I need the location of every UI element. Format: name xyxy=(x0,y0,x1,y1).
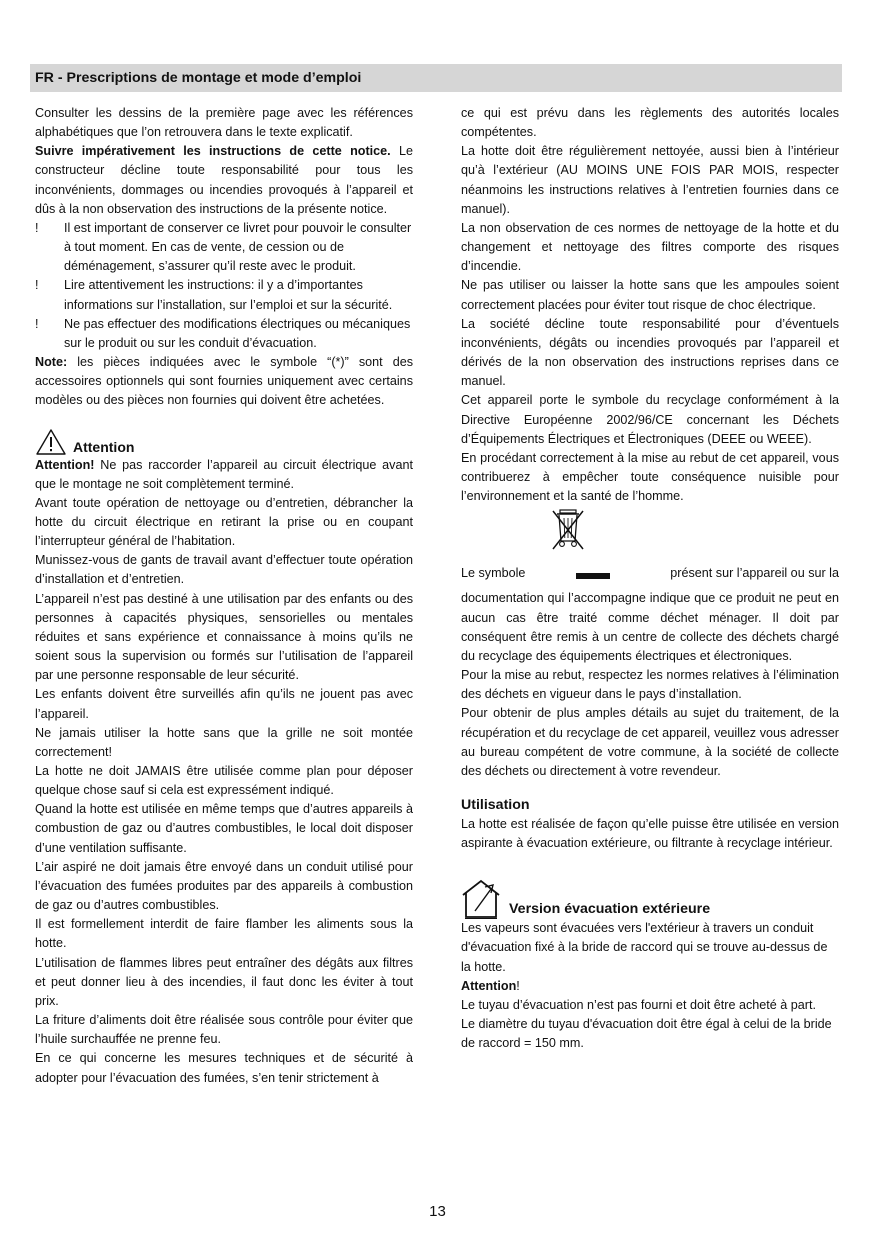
safety-paragraph: Ne pas utiliser ou laisser la hotte sans que les ampoules soient correctement placées pour éviter tout risque de choc électrique. xyxy=(461,278,839,312)
bullet-text: Ne pas effectuer des modifications électriques ou mécaniques sur le produit ou sur les conduit d’évacuation. xyxy=(64,316,411,350)
responsibility-text: Le constructeur décline toute responsabilité pour tous les inconvénients, dommages ou incendies provoqués à l’appareil et dûs à la non observation des instructions de la présente notice. xyxy=(35,144,414,216)
warning-triangle-icon xyxy=(35,428,67,456)
symbol-line xyxy=(461,564,839,589)
version-attention-label: Attention xyxy=(461,978,517,993)
safety-paragraph: La hotte doit être régulièrement nettoyée, aussi bien à l’intérieur qu’à l’extérieur (AU MOINS UNE FOIS PAR MOIS, respecter néanmoins les instructions relatives à l’entretien fournies dans ce manuel). xyxy=(461,144,839,216)
crossed-bin-icon xyxy=(548,508,588,554)
version-paragraph: Les vapeurs sont évacuées vers l'extérieur à travers un conduit d'évacuation fixé à la bride de raccord qui se trouve au-dessus de la hotte. xyxy=(461,921,828,974)
page-number: 13 xyxy=(429,1203,446,1220)
recycling-paragraph: Pour la mise au rebut, respectez les normes relatives à l’élimination des déchets en vigueur dans le pays d’installation. xyxy=(461,668,839,702)
symbol-suffix: présent sur l’appareil ou sur la xyxy=(670,566,839,581)
left-column xyxy=(35,104,413,1088)
exclamation-mark: ! xyxy=(35,316,39,331)
safety-paragraph: La friture d’aliments doit être réalisée sous contrôle pour éviter que l’huile surchauffée ne prenne feu. xyxy=(35,1013,413,1047)
bullet-text: Lire attentivement les instructions: il y a d’importantes informations sur l’installation, sur l’emploi et sur la sécurité. xyxy=(64,278,393,312)
bullet-item xyxy=(35,315,413,353)
symbol-prefix: Le symbole xyxy=(461,566,526,581)
exclamation-mark: ! xyxy=(35,220,39,235)
right-column xyxy=(461,104,839,1053)
responsibility-lead: Suivre impérativement les instructions de cette notice. xyxy=(35,144,391,159)
symbol-bar-slot xyxy=(568,564,628,589)
note-paragraph xyxy=(35,353,413,410)
safety-paragraph: Avant toute opération de nettoyage ou d’entretien, débrancher la hotte du circuit électrique en retirant la prise ou en coupant l’interrupteur général de l’habitation. xyxy=(35,495,413,549)
note-text: les pièces indiquées avec le symbole “(*)” sont des accessoires optionnels qui sont fournies uniquement avec certains modèles ou des pièces non fournies qui doivent être achetées. xyxy=(35,355,413,408)
black-bar-icon xyxy=(568,564,628,583)
intro-paragraph: Consulter les dessins de la première page avec les références alphabétiques que l’on retrouvera dans le texte explicatif. xyxy=(35,106,413,140)
safety-paragraph: L’appareil n’est pas destiné à une utilisation par des enfants ou des personnes à capacités physiques, sensorielles ou mentales réduites et sans expérience et connaissance à moins qu’ils ne soient sous la supervision ou formés sur l’utilisation de l’appareil par une personne responsable de leur sécurité. xyxy=(35,591,413,683)
exclamation-mark: ! xyxy=(35,278,39,293)
version-title: Version évacuation extérieure xyxy=(509,901,711,918)
safety-paragraph: Quand la hotte est utilisée en même temps que d’autres appareils à combustion de gaz ou d’autres combustibles, le local doit disposer d’une ventilation suffisante. xyxy=(35,802,413,855)
safety-paragraph: L’utilisation de flammes libres peut entraîner des dégâts aux filtres et peut donner lieu à des incendies, il faut donc les éviter à tout prix. xyxy=(35,955,413,1008)
weee-row xyxy=(461,506,839,564)
attention-title: Attention xyxy=(73,438,135,455)
recycling-paragraph: En procédant correctement à la mise au rebut de cet appareil, vous contribuerez à empêcher toute conséquence nuisible pour l’environnement et la santé de l’homme. xyxy=(461,450,839,504)
section-header: FR - Prescriptions de montage et mode d’emploi xyxy=(30,64,842,92)
safety-paragraph: Ne jamais utiliser la hotte sans que la grille ne soit montée correctement! xyxy=(35,725,413,759)
version-paragraph: Le diamètre du tuyau d'évacuation doit être égal à celui de la bride de raccord = 150 mm. xyxy=(461,1017,832,1051)
recycling-paragraph: Pour obtenir de plus amples détails au sujet du traitement, de la récupération et du recyclage de cet appareil, veuillez vous adresser au bureau compétent de votre commune, à la société de collecte des déchets ou directement à votre revendeur. xyxy=(461,706,839,778)
recycling-paragraph: documentation qui l’accompagne indique que ce produit ne peut en aucun cas être traité comme déchet ménager. Il doit par conséquent être remis à un centre de collecte des déchets chargé du recyclage des équipements électriques et électroniques. xyxy=(461,591,839,663)
bullet-item xyxy=(35,276,413,314)
safety-paragraph: En ce qui concerne les mesures techniques et de sécurité à adopter pour l’évacuation des fumées, s’en tenir strictement à xyxy=(35,1051,413,1085)
recycling-paragraph: Cet appareil porte le symbole du recyclage conformément à la Directive Européenne 2002/96/CE concernant les Déchets d’Équipements Électriques et Électroniques (DEEE ou WEEE). xyxy=(461,393,839,446)
safety-paragraph: La société décline toute responsabilité pour d’éventuels inconvénients, dégâts ou incendies provoqués par l’appareil et dérivés de la non observation des instructions reprises dans ce manuel. xyxy=(461,316,839,389)
version-attention-rest: ! xyxy=(516,978,520,993)
attention-paragraph xyxy=(35,456,413,494)
safety-paragraph: La hotte ne doit JAMAIS être utilisée comme plan pour déposer quelque chose sauf si cela est expressément indiqué. xyxy=(35,764,413,798)
house-exhaust-icon xyxy=(461,877,501,919)
attention-text: Ne pas raccorder l’appareil au circuit électrique avant que le montage ne soit complètement terminé. xyxy=(35,457,413,491)
safety-paragraph: Les enfants doivent être surveillés afin qu’ils ne jouent pas avec l’appareil. xyxy=(35,687,413,721)
utilisation-title: Utilisation xyxy=(461,797,530,813)
note-label: Note: xyxy=(35,355,68,370)
safety-paragraph: Il est formellement interdit de faire flamber les aliments sous la hotte. xyxy=(35,917,413,951)
version-attention xyxy=(461,977,839,996)
version-heading xyxy=(461,875,839,919)
version-paragraph: Le tuyau d’évacuation n’est pas fourni et doit être acheté à part. xyxy=(461,997,816,1012)
safety-paragraph: L’air aspiré ne doit jamais être envoyé dans un conduit utilisé pour l’évacuation des fumées produites par des appareils à combustion de gaz ou d’autres combustibles. xyxy=(35,859,413,913)
bullet-item xyxy=(35,219,413,276)
attention-heading xyxy=(35,426,413,456)
bullet-text: Il est important de conserver ce livret pour pouvoir le consulter à tout moment. En cas de vente, de cession ou de déménagement, s’assurer qu’il reste avec le produit. xyxy=(64,220,412,274)
utilisation-paragraph: La hotte est réalisée de façon qu’elle puisse être utilisée en version aspirante à évacuation extérieure, ou filtrante à recyclage intérieur. xyxy=(461,817,839,851)
attention-label: Attention! xyxy=(35,457,95,472)
safety-paragraph: La non observation de ces normes de nettoyage de la hotte et du changement et nettoyage des filtres comporte des risques d’incendie. xyxy=(461,220,839,274)
safety-paragraph: ce qui est prévu dans les règlements des autorités locales compétentes. xyxy=(461,106,839,140)
safety-paragraph: Munissez-vous de gants de travail avant d’effectuer toute opération d’installation et d’entretien. xyxy=(35,553,413,587)
responsibility-paragraph xyxy=(35,142,413,219)
